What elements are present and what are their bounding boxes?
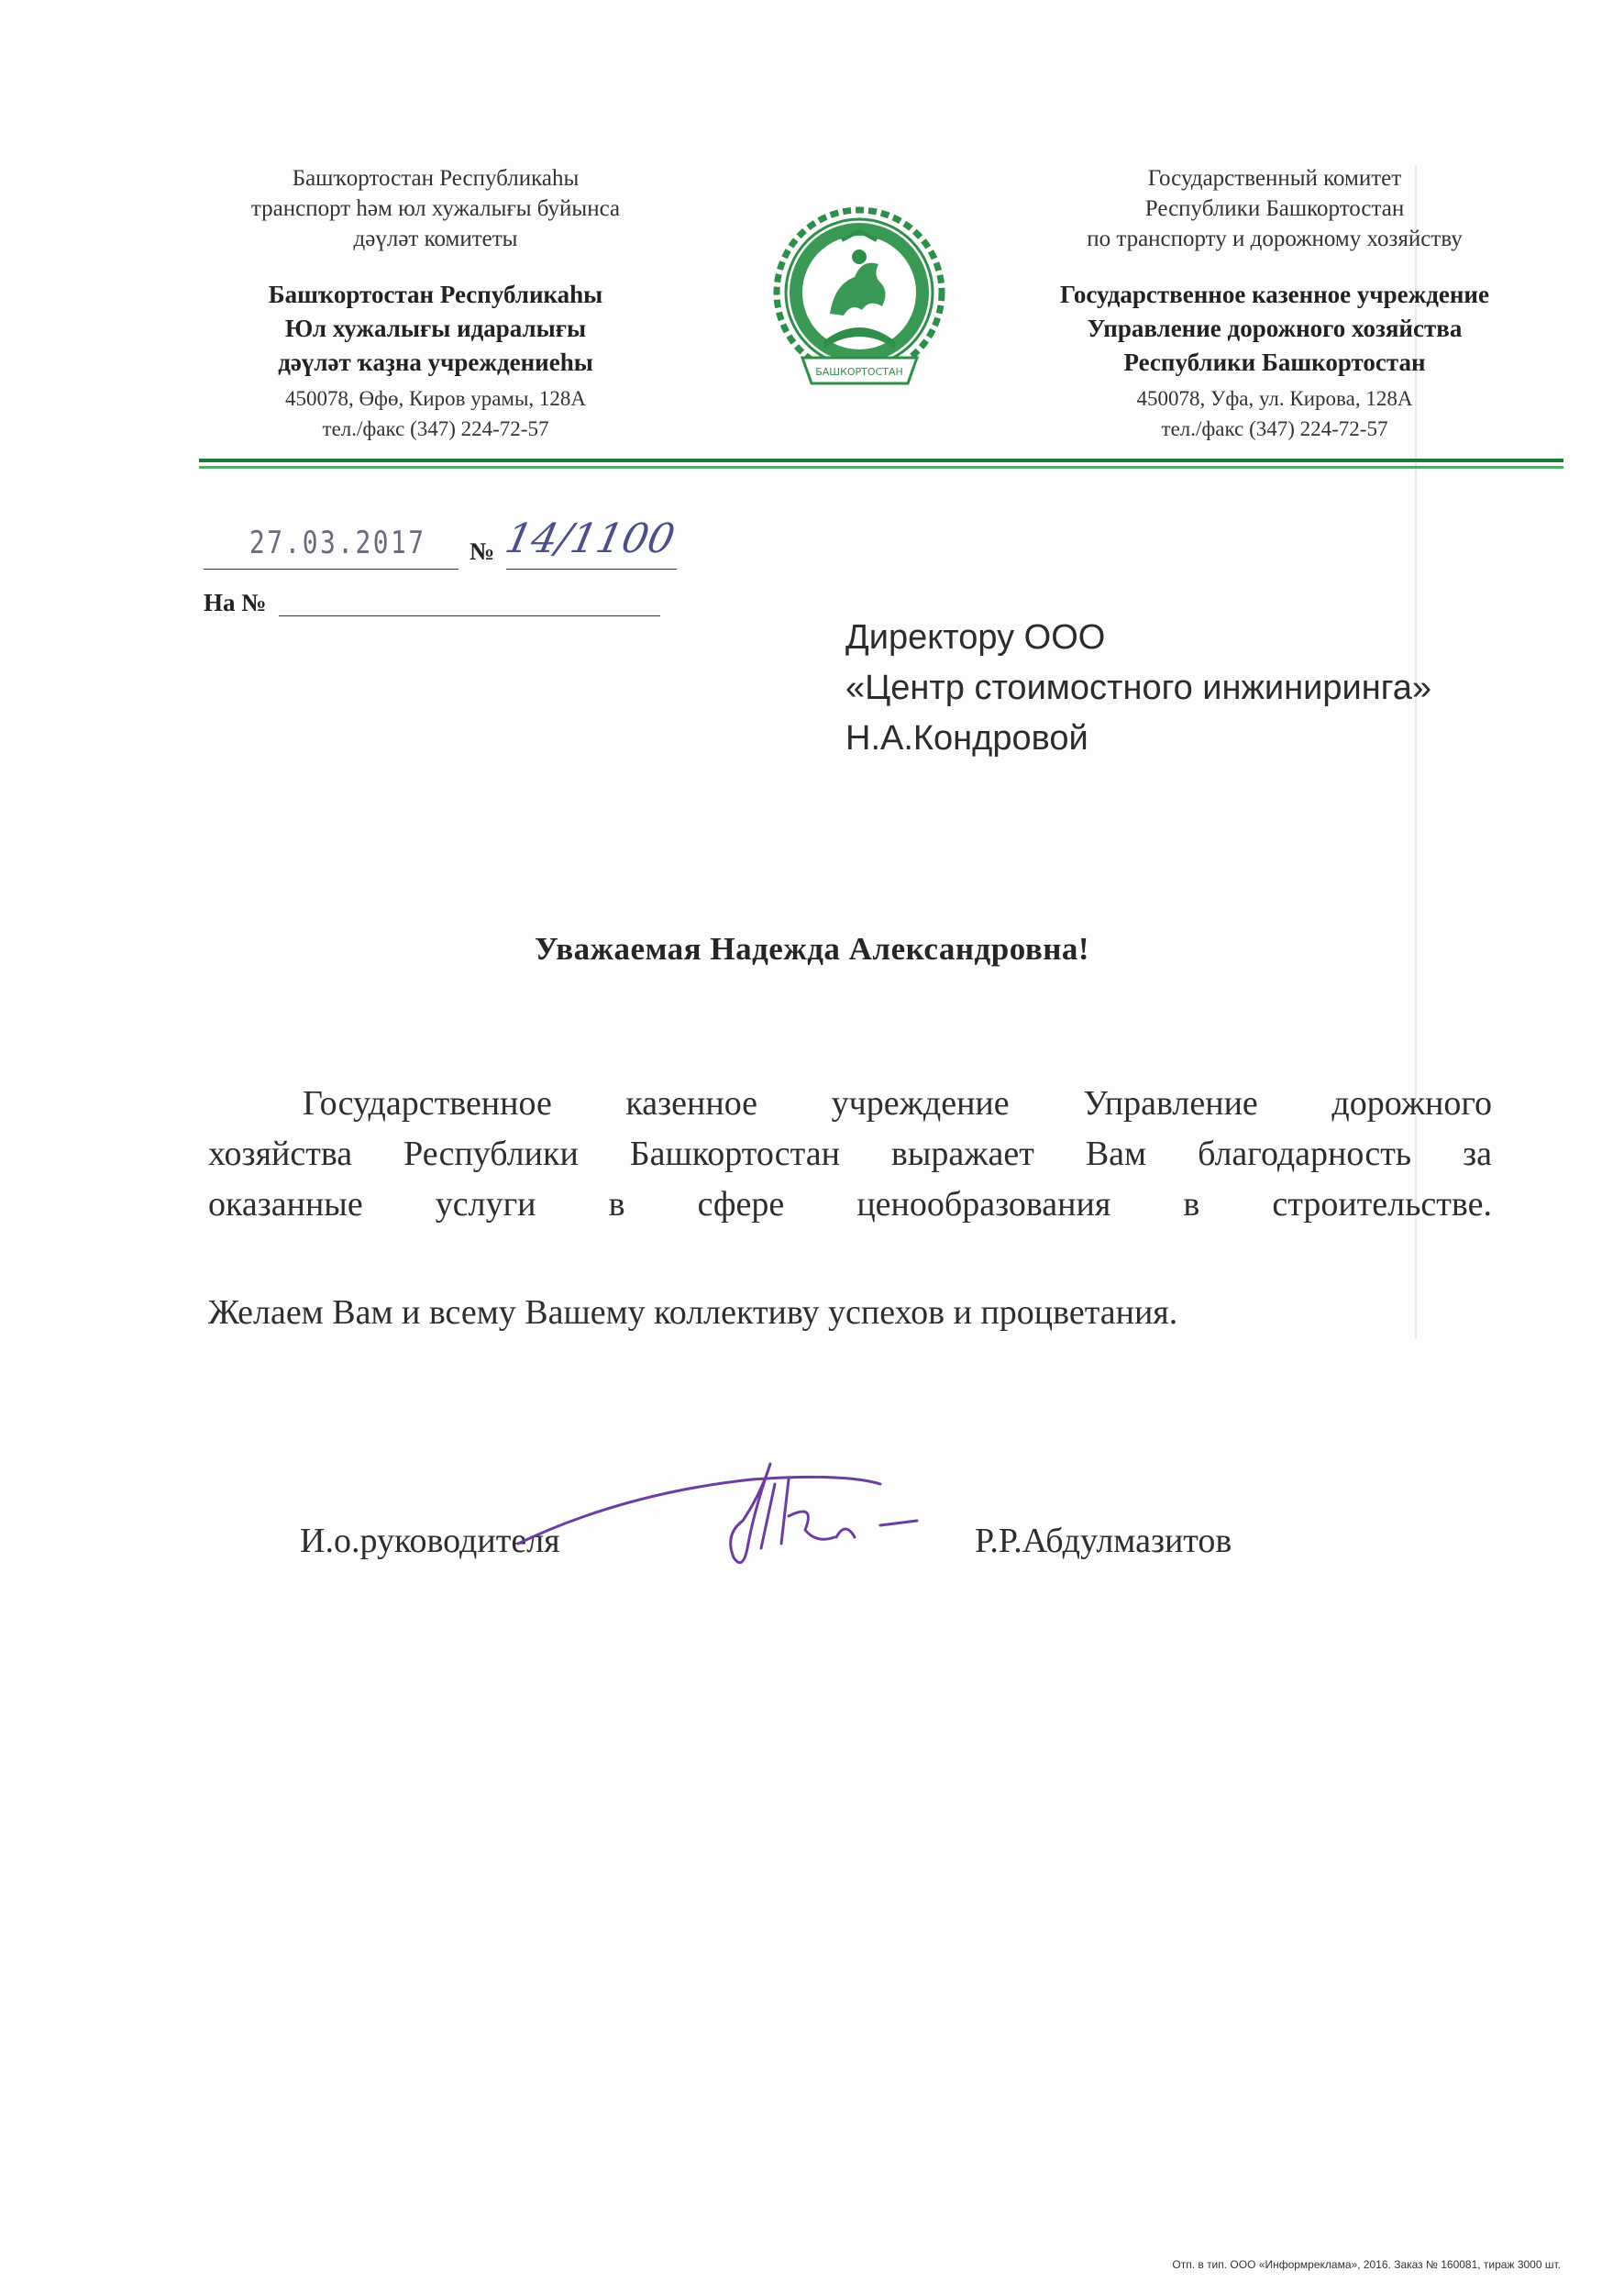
header-right-bold-1: Государственное казенное учреждение bbox=[1060, 281, 1489, 308]
republic-emblem-icon bbox=[770, 204, 949, 405]
header-right-line-3: по транспорту и дорожному хозяйству bbox=[1087, 227, 1463, 251]
header-left-bold-1: Башҡортостан Республикаһы bbox=[268, 281, 603, 308]
header-russian bbox=[1018, 163, 1531, 444]
header-right-line-2: Республики Башкортостан bbox=[1144, 196, 1405, 221]
header-right-bold-2: Управление дорожного хозяйства bbox=[1087, 315, 1463, 342]
header-right-address: 450078, Уфа, ул. Кирова, 128А bbox=[1136, 387, 1413, 410]
signatory-title: И.о.руководителя bbox=[300, 1522, 560, 1560]
number-underline bbox=[506, 569, 677, 570]
closing-wish: Желаем Вам и всему Вашему коллективу успехов и процветания. bbox=[208, 1293, 1178, 1332]
addressee-block bbox=[845, 613, 1431, 764]
header-right-phone: тел./факс (347) 224-72-57 bbox=[1161, 417, 1388, 440]
header-left-line-2: транспорт һәм юл хужалығы буйынса bbox=[250, 196, 621, 221]
header-divider-dark bbox=[199, 459, 1563, 462]
registration-row bbox=[204, 515, 680, 576]
registration-number-handwritten: 14/1100 bbox=[501, 515, 679, 562]
header-right-line-1: Государственный комитет bbox=[1147, 166, 1402, 191]
salutation: Уважаемая Надежда Александровна! bbox=[534, 931, 1090, 967]
print-info-footer: Отп. в тип. ООО «Информреклама», 2016. Заказ № 160081, тираж 3000 шт. bbox=[1172, 2258, 1561, 2271]
addressee-line-3: Н.А.Кондровой bbox=[845, 719, 1088, 758]
reference-underline bbox=[279, 615, 660, 616]
body-line-3: оказанные услуги в сфере ценообразования в строительстве. bbox=[208, 1185, 1492, 1224]
reference-label: На № bbox=[204, 589, 267, 616]
header-left-phone: тел./факс (347) 224-72-57 bbox=[322, 417, 549, 440]
header-left-line-1: Башҡортостан Республикаһы bbox=[292, 166, 580, 191]
number-sign: № bbox=[470, 537, 495, 565]
body-line-2: хозяйства Республики Башкортостан выражает Вам благодарность за bbox=[208, 1135, 1492, 1173]
header-bashkir bbox=[206, 163, 665, 444]
header-divider-light bbox=[199, 466, 1563, 469]
header-right-bold-3: Республики Башкортостан bbox=[1123, 349, 1426, 376]
date-underline bbox=[204, 569, 458, 570]
header-left-line-3: дәүләт комитеты bbox=[353, 227, 518, 251]
emblem-banner-text: БАШКОРТОСТАН bbox=[815, 366, 903, 378]
body-paragraph bbox=[208, 1079, 1492, 1230]
header-left-bold-3: дәүләт ҡаҙна учреждениеһы bbox=[278, 349, 593, 376]
signatory-name: Р.Р.Абдулмазитов bbox=[975, 1522, 1232, 1560]
addressee-line-1: Директору ООО bbox=[845, 618, 1106, 657]
header-left-address: 450078, Өфө, Киров урамы, 128А bbox=[284, 387, 587, 410]
header-left-bold-2: Юл хужалығы идаралығы bbox=[284, 315, 587, 342]
registration-date-stamp: 27.03.2017 bbox=[249, 525, 426, 561]
handwritten-signature bbox=[514, 1457, 972, 1585]
addressee-line-2: «Центр стоимостного инжиниринга» bbox=[845, 669, 1432, 707]
reference-row bbox=[204, 587, 680, 624]
body-line-1: Государственное казенное учреждение Управление дорожного bbox=[303, 1084, 1492, 1123]
